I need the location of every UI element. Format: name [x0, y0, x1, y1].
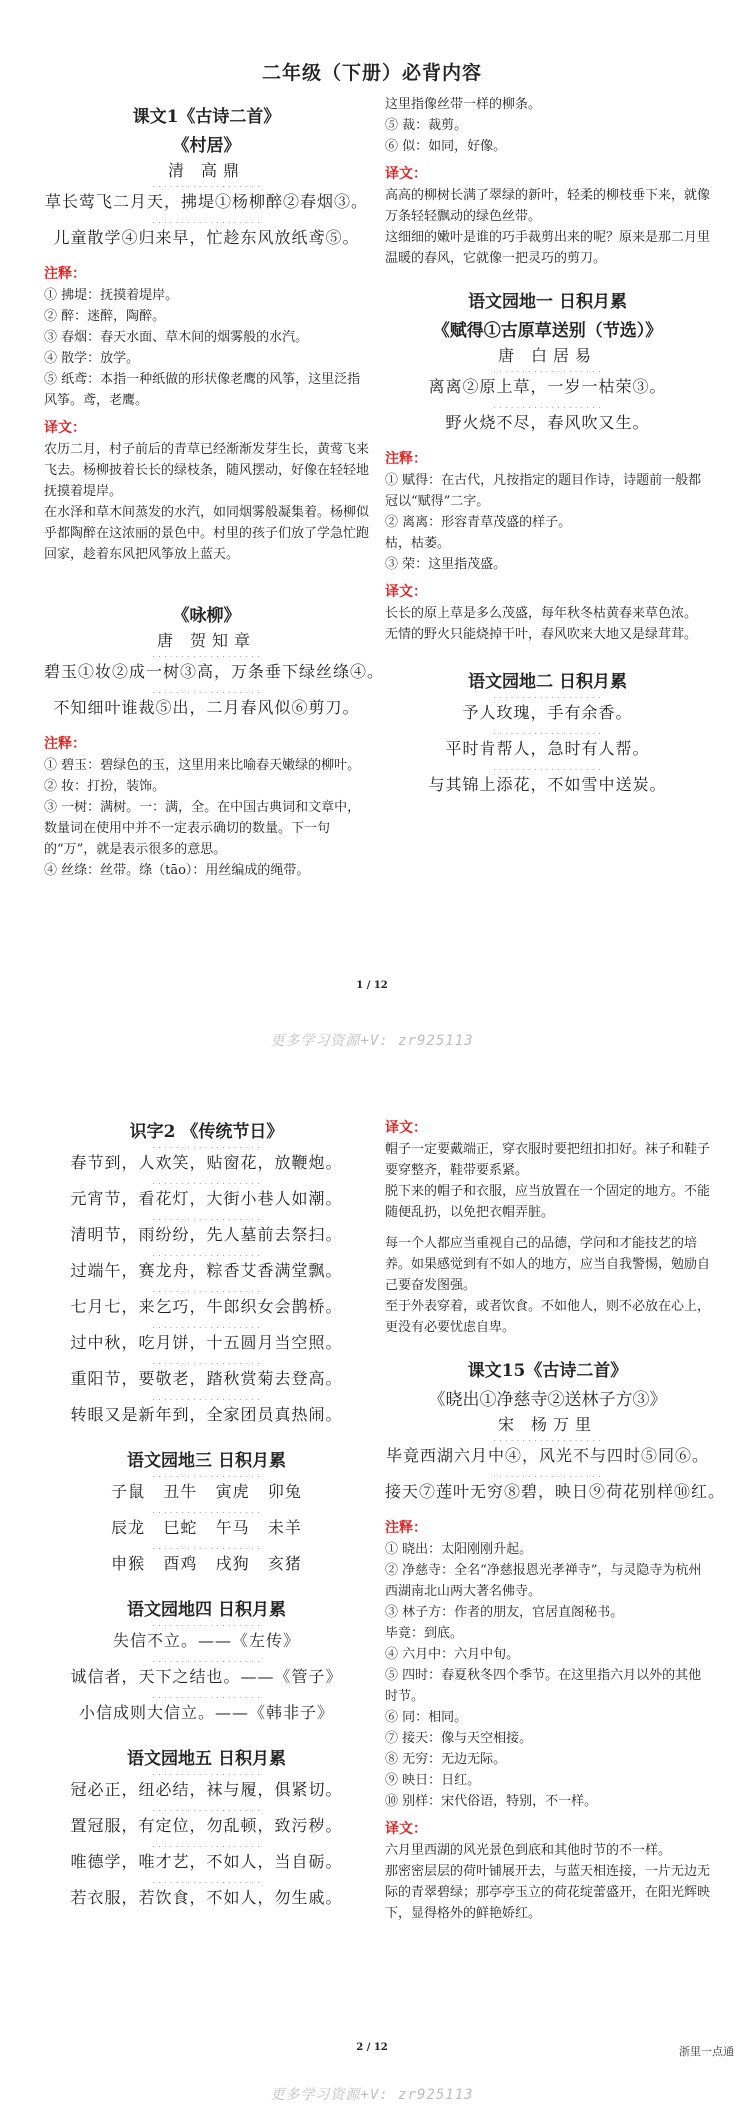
- festival-line: · · · 转眼又是新年到，全家团员真热闹。: [44, 1398, 369, 1434]
- section-heading: 语文园地一 日积月累: [468, 292, 627, 312]
- zodiac-line: · · · 子鼠 丑牛 寅虎 卯兔: [44, 1475, 369, 1511]
- translation-label: 译文：: [385, 1120, 427, 1136]
- quote-line: · · · 小信成则大信立。——《韩非子》: [44, 1696, 369, 1732]
- poem-line: · · · 接天⑦莲叶无穷⑧碧，映日⑨荷花别样⑩红。: [385, 1475, 710, 1511]
- translation-text: 长长的原上草是多么茂盛，每年秋冬枯黄春来草色浓。: [385, 606, 698, 621]
- note: ② 醉：迷醉，陶醉。: [44, 309, 166, 324]
- note: 毕竟：到底。: [385, 1626, 464, 1641]
- translation-text: 每一个人都应当重视自己的品德，学问和才能技艺的培养。如果感觉到有不如人的地方，应当自我警惕，勉励自己要奋发图强。: [385, 1236, 711, 1293]
- translation-label: 译文：: [44, 420, 86, 436]
- note: ④ 六月中：六月中旬。: [385, 1647, 520, 1662]
- zodiac-line: · · · 辰龙 巳蛇 午马 未羊: [44, 1511, 369, 1547]
- note: ① 赋得：在古代，凡按指定的题目作诗，诗题前一般都冠以“赋得”二字。: [385, 473, 702, 509]
- translation-label: 译文：: [385, 166, 427, 182]
- section-heading: 语文园地五 日积月累: [127, 1749, 286, 1769]
- page2-right-column: [385, 1111, 726, 1924]
- notes-label: 注释：: [44, 266, 86, 282]
- translation-text: 在水泽和草木间蒸发的水汽，如同烟雾般凝集着。杨柳似乎都陶醉在这浓丽的景色中。村里的孩子们放了学急忙跑回家，趁着东风把风筝放上蓝天。: [44, 505, 370, 562]
- poem-title: 《村居》: [172, 136, 241, 156]
- poem-line: · · · 离离②原上草，一岁一枯荣③。: [385, 370, 710, 406]
- section-heading: 识字2 《传统节日》: [129, 1122, 284, 1142]
- poem-author: 宋 杨万里: [497, 1415, 598, 1434]
- translation-text: 帽子一定要戴端正，穿衣服时要把纽扣扣好。袜子和鞋子要穿整齐，鞋带要系紧。: [385, 1142, 711, 1178]
- poem-author: 唐 贺知章: [156, 631, 257, 650]
- saying-line: · · · 予人玫瑰，手有余香。: [385, 696, 710, 732]
- poem-line: · · · 毕竟西湖六月中④，风光不与四时⑤同⑥。: [385, 1439, 710, 1475]
- note: ③ 荣：这里指茂盛。: [385, 557, 507, 572]
- page1-right-column: [385, 94, 710, 804]
- quote-line: · · · 失信不立。——《左传》: [44, 1624, 369, 1660]
- note: ② 离离：形容青草茂盛的样子。: [385, 515, 572, 530]
- notes-label: 注释：: [44, 736, 86, 752]
- section-heading: 语文园地四 日积月累: [127, 1600, 286, 1620]
- festival-line: · · · 元宵节，看花灯，大街小巷人如潮。: [44, 1182, 369, 1218]
- etiquette-line: · · · 置冠服，有定位，勿乱顿，致污秽。: [44, 1809, 369, 1845]
- festival-line: · · · 重阳节，要敬老，踏秋赏菊去登高。: [44, 1362, 369, 1398]
- note: ⑨ 映日：日红。: [385, 1773, 481, 1788]
- poem-title: 《赋得①古原草送别（节选）》: [432, 321, 663, 341]
- note: ① 拂堤：抚摸着堤岸。: [44, 288, 179, 303]
- festival-line: · · · 七月七，来乞巧，牛郎织女会鹊桥。: [44, 1290, 369, 1326]
- saying-line: · · · 平时肯帮人，急时有人帮。: [385, 732, 710, 768]
- note: ③ 一树：满树。一：满，全。在中国古典词和文章中，数量词在使用中并不一定表示确切的数量。下一句的“万”，就是表示很多的意思。: [44, 800, 361, 857]
- note: ④ 丝绦：丝带。绦（tāo）：用丝编成的绳带。: [44, 863, 310, 878]
- poem-line: · · · 草长莺飞二月天，拂堤①杨柳醉②春烟③。: [44, 185, 369, 221]
- section-heading: 语文园地二 日积月累: [468, 672, 627, 692]
- translation-text: 农历二月，村子前后的青草已经渐渐发芽生长，黄莺飞来飞去。杨柳披着长长的绿枝条，随风摆动，好像在轻轻地抚摸着堤岸。: [44, 442, 370, 499]
- poem-author: 清 高鼎: [167, 161, 246, 180]
- note: ⑩ 别样：宋代俗语，特别，不一样。: [385, 1794, 598, 1809]
- poem-title: 《咏柳》: [172, 606, 241, 626]
- section-heading: 语文园地三 日积月累: [127, 1451, 286, 1471]
- translation-label: 译文：: [385, 1821, 427, 1837]
- note: ④ 散学：放学。: [44, 351, 140, 366]
- poem-author: 唐 白居易: [497, 346, 598, 365]
- festival-line: · · · 春节到，人欢笑，贴窗花，放鞭炮。: [44, 1146, 369, 1182]
- notes-label: 注释：: [385, 1520, 427, 1536]
- poem-line: · · · 不知细叶谁裁⑤出，二月春风似⑥剪刀。: [44, 691, 369, 727]
- corner-brand-text: 浙里一点通: [679, 2046, 734, 2058]
- note: ② 妆：打扮，装饰。: [44, 779, 166, 794]
- translation-text: 无情的野火只能烧掉干叶，春风吹来大地又是绿茸茸。: [385, 627, 698, 642]
- etiquette-line: · · · 冠必正，纽必结，袜与履，俱紧切。: [44, 1773, 369, 1809]
- note: ⑦ 接天：像与天空相接。: [385, 1731, 533, 1746]
- note: ① 碧玉：碧绿色的玉，这里用来比喻春天嫩绿的柳叶。: [44, 758, 361, 773]
- document-title: 二年级（下册）必背内容: [261, 62, 482, 84]
- note: ③ 林子方：作者的朋友，官居直阁秘书。: [385, 1605, 624, 1620]
- page-1: [0, 0, 744, 1002]
- watermark-text: 更多学习资源+V: zr925113: [270, 1033, 474, 1049]
- translation-text: 高高的柳树长满了翠绿的新叶，轻柔的柳枝垂下来，就像万条轻轻飘动的绿色丝带。: [385, 188, 711, 224]
- note: 这里指像丝带一样的柳条。: [385, 97, 542, 112]
- poem-title: 《晓出①净慈寺②送林子方③》: [428, 1390, 667, 1410]
- page2-left-column: [44, 1111, 369, 1917]
- saying-line: · · · 与其锦上添花，不如雪中送炭。: [385, 768, 710, 804]
- poem-line: · · · 儿童散学④归来早，忙趁东风放纸鸢⑤。: [44, 221, 369, 257]
- poem-line: · · · 碧玉①妆②成一树③高，万条垂下绿丝绦④。: [44, 655, 369, 691]
- note: ① 晓出：太阳刚刚升起。: [385, 1542, 533, 1557]
- poem-line: · · · 野火烧不尽，春风吹又生。: [385, 406, 710, 442]
- page-number: 1 / 12: [356, 980, 388, 991]
- note: ⑤ 纸鸢：本指一种纸做的形状像老鹰的风筝，这里泛指风筝。鸢，老鹰。: [44, 372, 361, 408]
- note: ⑥ 同：相同。: [385, 1710, 468, 1725]
- note: ⑤ 四时：春夏秋冬四个季节。在这里指六月以外的其他时节。: [385, 1668, 702, 1704]
- page-number: 2 / 12: [356, 2042, 388, 2053]
- festival-line: · · · 过端午，赛龙舟，粽香艾香满堂飘。: [44, 1254, 369, 1290]
- festival-line: · · · 过中秋，吃月饼，十五圆月当空照。: [44, 1326, 369, 1362]
- section-heading: 课文1《古诗二首》: [132, 107, 281, 127]
- translation-text: 那密密层层的荷叶铺展开去，与蓝天相连接，一片无边无际的青翠碧绿；那亭亭玉立的荷花绽蕾盛开，在阳光辉映下，显得格外的鲜艳娇红。: [385, 1864, 711, 1921]
- etiquette-line: · · · 若衣服，若饮食，不如人，勿生戚。: [44, 1881, 369, 1917]
- translation-text: 这细细的嫩叶是谁的巧手裁剪出来的呢？原来是那二月里温暖的春风，它就像一把灵巧的剪刀。: [385, 230, 711, 266]
- note: 枯，枯萎。: [385, 536, 451, 551]
- translation-label: 译文：: [385, 584, 427, 600]
- note: ⑤ 裁：裁剪。: [385, 118, 468, 133]
- note: ③ 春烟：春天水面、草木间的烟雾般的水汽。: [44, 330, 309, 345]
- watermark-text: 更多学习资源+V: zr925113: [270, 2087, 474, 2103]
- etiquette-line: · · · 唯德学，唯才艺，不如人，当自砺。: [44, 1845, 369, 1881]
- translation-text: 脱下来的帽子和衣服，应当放置在一个固定的地方。不能随便乱扔，以免把衣帽弄脏。: [385, 1184, 711, 1220]
- translation-text: 六月里西湖的风光景色到底和其他时节的不一样。: [385, 1843, 672, 1858]
- notes-label: 注释：: [385, 451, 427, 467]
- translation-text: 至于外表穿着，或者饮食。不如他人，则不必放在心上，更没有必要忧虑自卑。: [385, 1299, 711, 1335]
- page1-left-column: [44, 96, 385, 881]
- note: ② 净慈寺：全名“净慈报恩光孝禅寺”，与灵隐寺为杭州西湖南北山两大著名佛寺。: [385, 1563, 702, 1599]
- festival-line: · · · 清明节，雨纷纷，先人墓前去祭扫。: [44, 1218, 369, 1254]
- section-heading: 课文15《古诗二首》: [467, 1361, 628, 1381]
- quote-line: · · · 诚信者，天下之结也。——《管子》: [44, 1660, 369, 1696]
- page-2: [0, 1068, 744, 2104]
- note: ⑥ 似：如同，好像。: [385, 139, 507, 154]
- note: ⑧ 无穷：无边无际。: [385, 1752, 507, 1767]
- zodiac-line: · · · 申猴 酉鸡 戌狗 亥猪: [44, 1547, 369, 1583]
